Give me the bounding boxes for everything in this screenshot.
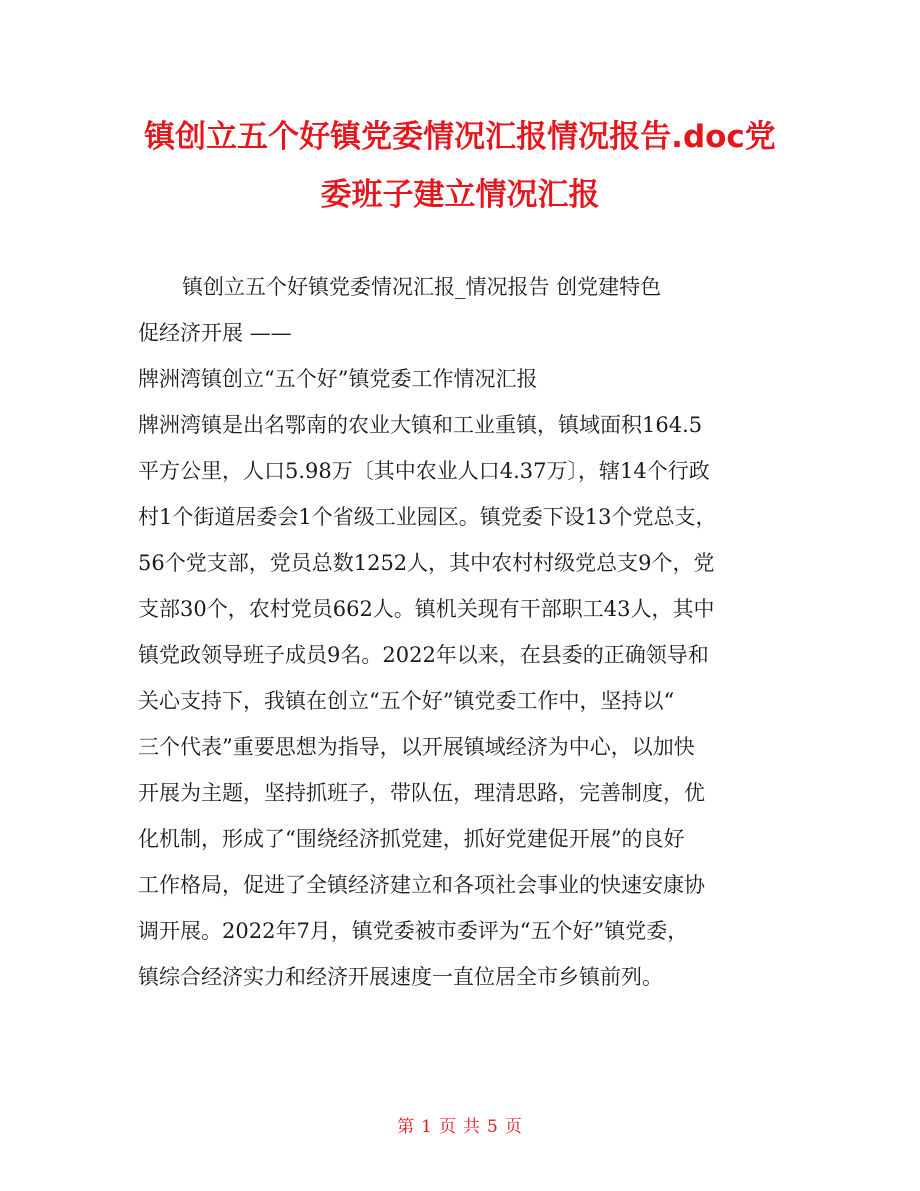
- text-line: 开展为主题，坚持抓班子，带队伍，理清思路，完善制度，优: [138, 781, 705, 805]
- text-line: 工作格局，促进了全镇经济建立和各项社会事业的快速安康协: [138, 873, 705, 897]
- page-total: 5: [487, 1117, 499, 1137]
- footer-word: 第: [397, 1117, 416, 1137]
- title-line-2: 委班子建立情况汇报: [320, 177, 600, 213]
- text-line: 调开展。2022年7月，镇党委被市委评为“五个好”镇党委，: [138, 919, 689, 943]
- text-line: 三个代表”重要思想为指导，以开展镇域经济为中心，以加快: [138, 735, 695, 759]
- text-line: 镇党政领导班子成员9名。2022年以来，在县委的正确领导和: [138, 643, 709, 667]
- text-line: 村1个街道居委会1个省级工业园区。镇党委下设13个党总支，: [138, 505, 717, 529]
- text-line: 支部30个，农村党员662人。镇机关现有干部职工43人，其中: [138, 597, 715, 621]
- footer-word: 共: [463, 1117, 481, 1137]
- text-line: 化机制，形成了“围绕经济抓党建，抓好党建促开展”的良好: [138, 827, 685, 851]
- text-line: 促经济开展 ——: [138, 321, 292, 345]
- footer-word: 页: [504, 1117, 523, 1137]
- text-line: 牌洲湾镇创立“五个好”镇党委工作情况汇报: [138, 367, 538, 391]
- text-line: 平方公里，人口5.98万〔其中农业人口4.37万〕，辖14个行政: [138, 459, 710, 483]
- footer-word: 页: [439, 1117, 457, 1137]
- text-line: 关心支持下，我镇在创立“五个好”镇党委工作中，坚持以“: [138, 689, 675, 713]
- text-line: 牌洲湾镇是出名鄂南的农业大镇和工业重镇，镇域面积164.5: [138, 413, 703, 437]
- page-number: 1: [421, 1117, 433, 1137]
- text-line: 镇创立五个好镇党委情况汇报_情况报告 创党建特色: [182, 275, 662, 299]
- page-footer: [0, 1116, 920, 1138]
- text-line: 镇综合经济实力和经济开展速度一直位居全市乡镇前列。: [138, 965, 663, 989]
- text-line: 56个党支部，党员总数1252人，其中农村村级党总支9个，党: [138, 551, 715, 575]
- title-line-1: 镇创立五个好镇党委情况汇报情况报告.doc党: [144, 119, 776, 155]
